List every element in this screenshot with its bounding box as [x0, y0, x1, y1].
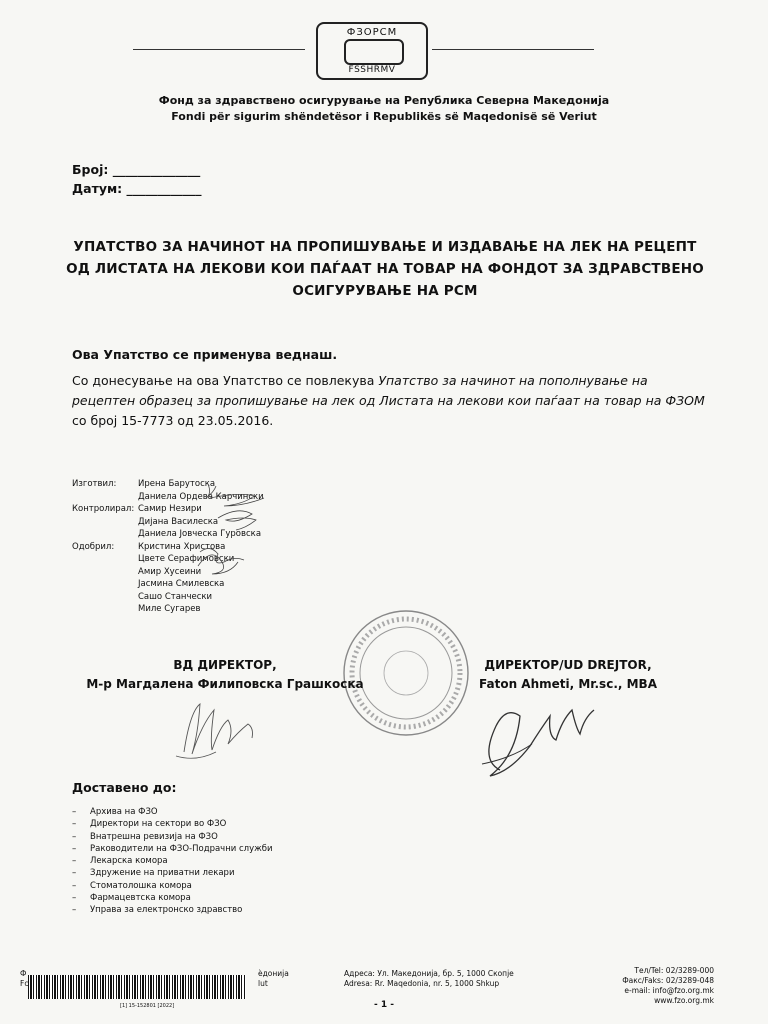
list-item: – Директори на сектори во ФЗО — [72, 819, 227, 830]
list-item: – Лекарска комора — [72, 856, 168, 867]
p1-start: Со донесување на ова Упатство се повлекува — [72, 373, 379, 388]
left-signatory-title: ВД ДИРЕКТОР, — [173, 658, 277, 672]
footer-address — [344, 969, 514, 989]
footer-stub-text: ѐдонија lut — [258, 969, 289, 988]
contact-email: e-mail: info@fzo.org.mk — [624, 986, 714, 995]
approved-name: Сашо Станчески — [138, 591, 213, 602]
controlled-name: Самир Незири — [138, 504, 202, 514]
header-rule-right — [432, 49, 594, 50]
org-name-al: Fondi për sigurim shëndetësor i Republikës së Maqedonisë së Veriut — [171, 110, 597, 123]
contact-web: www.fzo.org.mk — [654, 996, 714, 1005]
prepared-name: Даниела Ордева Карчински — [138, 491, 264, 502]
approved-name: Јасмина Смилевска — [138, 579, 225, 589]
right-signatory-title: ДИРЕКТОР/UD DREJTOR, — [484, 658, 652, 672]
org-name-mk: Фонд за здравствено осигурување на Република Северна Македонија — [158, 94, 610, 107]
address-al: Adresa: Rr. Maqedonia, nr. 5, 1000 Shkup — [344, 979, 500, 988]
barcode-label — [28, 975, 246, 999]
address-mk: Адреса: Ул. Македонија, бр. 5, 1000 Скопје — [344, 969, 514, 978]
delivered-heading: Доставено до: — [72, 780, 177, 795]
p1-end: со број 15-7773 од 23.05.2016. — [72, 413, 274, 428]
left-signatory-name: М-р Магдалена Филиповска Грашкоска — [86, 677, 364, 691]
controlled-name: Даниела Јовческа Гуровска — [138, 529, 262, 539]
approved-name: Миле Сугарев — [138, 604, 201, 614]
right-signatory-name: Faton Ahmeti, Mr.sc., MBA — [479, 677, 657, 691]
logo-top-text: ФЗОРСМ — [346, 27, 398, 38]
list-item: – Здружение на приватни лекари — [72, 868, 235, 879]
left-handwritten-signature — [170, 692, 270, 772]
approved-name: Кристина Христова — [138, 541, 226, 552]
barcode-caption: [1] 15-152801 [2022] — [120, 1003, 175, 1009]
page-number: - 1 - — [374, 1000, 394, 1010]
list-item: – Управа за електронско здравство — [72, 905, 243, 916]
header-rule-left — [133, 49, 305, 50]
p1-italic: Упатство за начинот на пополнување на рецептен образец за пропишување на лек од Листата на лекови кои паѓаат на товар на ФЗОМ — [72, 373, 705, 408]
delivered-list — [72, 806, 273, 917]
footer-left-text: Ф — [20, 969, 27, 978]
footer-contacts — [622, 966, 714, 1006]
right-handwritten-signature — [470, 680, 610, 790]
date-field: Датум: ____________ — [72, 181, 202, 196]
list-item: – Фармацевтска комора — [72, 893, 191, 904]
list-item: – Раководители на ФЗО-Подрачни служби — [72, 843, 273, 854]
controlled-label: Контролирал: — [72, 504, 135, 514]
effective-statement — [72, 345, 708, 365]
controlled-name: Дијана Василеска — [138, 516, 219, 527]
contact-fax: Факс/Faks: 02/3289-048 — [622, 976, 714, 985]
effective-text: Ова Упатство се применува веднаш. — [72, 347, 338, 362]
initials-signatures — [190, 478, 280, 608]
title-line-3: ОСИГУРУВАЊЕ НА РСМ — [292, 283, 478, 299]
title-line-1: УПАТСТВО ЗА НАЧИНОТ НА ПРОПИШУВАЊЕ И ИЗДАВАЊЕ НА ЛЕК НА РЕЦЕПТ — [73, 239, 697, 255]
document-title — [60, 236, 710, 302]
withdrawal-paragraph — [72, 371, 708, 431]
list-item: – Внатрешна ревизија на ФЗО — [72, 831, 218, 842]
number-field: Број: ______________ — [72, 162, 201, 177]
title-line-2: ОД ЛИСТАТА НА ЛЕКОВИ КОИ ПАЃААТ НА ТОВАР НА ФОНДОТ ЗА ЗДРАВСТВЕНО — [66, 261, 704, 277]
approved-name: Цвете Серафимовски — [138, 554, 235, 564]
prepared-name: Ирена Барутоска — [138, 479, 216, 489]
logo-bottom-text: FSSHRMV — [348, 65, 396, 75]
approved-label: Одобрил: — [72, 541, 115, 552]
approved-name: Амир Хусеини — [138, 566, 202, 577]
list-item: – Архива на ФЗО — [72, 807, 158, 817]
logo-emblem-icon — [344, 39, 404, 65]
fzo-logo — [316, 22, 428, 80]
prepared-label: Изготвил: — [72, 479, 117, 489]
footer-left-text: Fc — [20, 979, 29, 988]
contact-tel: Тел/Tel: 02/3289-000 — [634, 966, 714, 975]
official-stamp-seal — [340, 608, 472, 738]
list-item: – Стоматолошка комора — [72, 880, 192, 891]
